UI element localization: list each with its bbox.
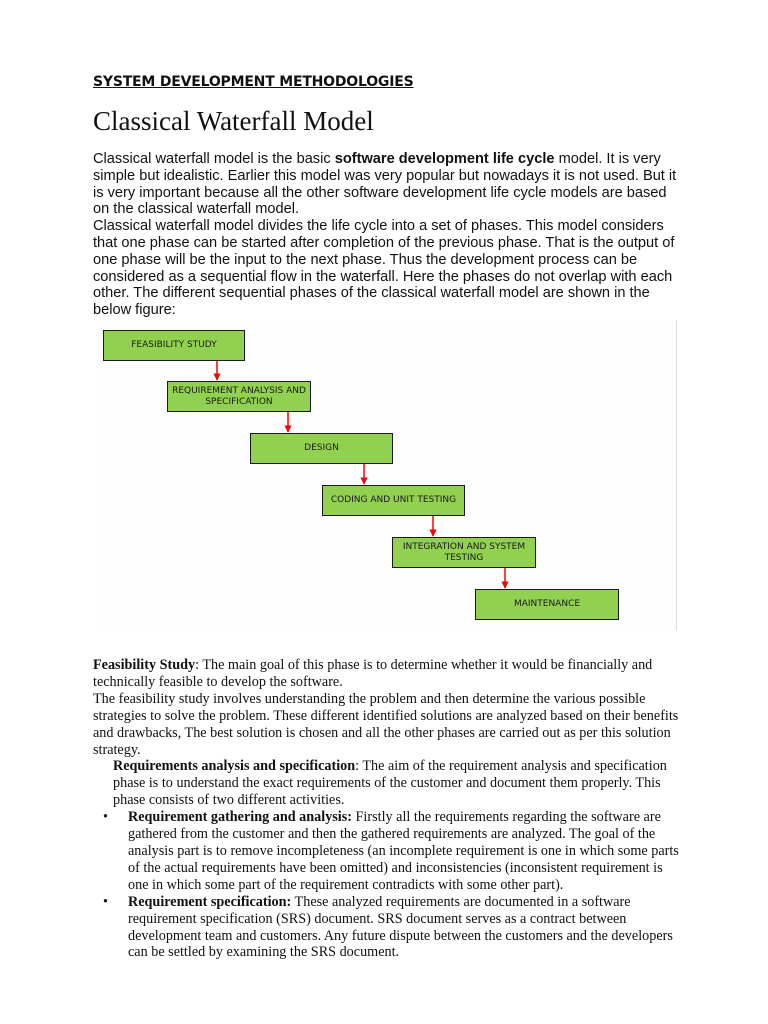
requirements-activities-list bbox=[93, 809, 683, 961]
requirements-text: : The aim of the requirement analysis and specification phase is to understand the exact requirements of the customer and document them properly. This phase consists of two different activities. bbox=[113, 758, 667, 809]
feasibility-detail: The feasibility study involves understanding the problem and then determine the various possible strategies to solve the problem. These different identified solutions are analyzed based on their benefits and drawbacks, The best solution is chosen and all the other phases are carried out as per this solution strategy. bbox=[93, 690, 679, 758]
intro-paragraph-2: Classical waterfall model divides the life cycle into a set of phases. This model considers that one phase can be started after completion of the previous phase. That is the output of one phase will be the input to the next phase. Thus the development process can be considered as a sequential flow in the waterfall. Here the phases do not overlap with each other. The different sequential phases of the classical waterfall model are shown in the below figure: bbox=[93, 218, 675, 319]
feasibility-text: : The main goal of this phase is to determine whether it would be financially and technically feasible to develop the software. bbox=[93, 657, 653, 690]
page-title: Classical Waterfall Model bbox=[93, 106, 374, 136]
intro-p1-start: Classical waterfall model is the basic bbox=[93, 151, 335, 167]
intro-text bbox=[93, 151, 683, 319]
phase-requirement-analysis: REQUIREMENT ANALYSIS AND SPECIFICATION bbox=[167, 381, 311, 412]
intro-p1-bold: software development life cycle bbox=[334, 151, 555, 167]
feasibility-paragraph bbox=[93, 657, 683, 691]
intro-paragraph-1 bbox=[93, 151, 683, 218]
list-item-text: These analyzed requirements are documented in a software requirement specification (SRS) document. SRS document serves as a contract between development team and customers. Any future dispute between the customers and the developers can be settled by examining the SRS document. bbox=[128, 893, 673, 961]
requirements-label: Requirements analysis and specification bbox=[113, 758, 356, 775]
phase-maintenance: MAINTENANCE bbox=[475, 589, 619, 620]
list-item-label: Requirement specification: bbox=[128, 893, 292, 910]
phase-descriptions bbox=[93, 657, 683, 961]
waterfall-diagram bbox=[95, 320, 677, 630]
phase-coding-unit-testing: CODING AND UNIT TESTING bbox=[322, 485, 465, 516]
list-item-label: Requirement gathering and analysis: bbox=[128, 809, 352, 826]
list-item-text: Firstly all the requirements regarding the software are gathered from the customer and then the gathered requirements are analyzed. The goal of the analysis part is to remove incompleteness (an incomplete requirement is one in which some parts of the actual requirements have been omitted) and inconsistencies (inconsistent requirement is one in which some part of the requirement contradicts with some other part). bbox=[128, 809, 679, 893]
feasibility-label: Feasibility Study bbox=[93, 657, 196, 673]
bullet: • bbox=[103, 893, 108, 910]
list-item bbox=[93, 894, 683, 962]
phase-feasibility-study: FEASIBILITY STUDY bbox=[103, 330, 245, 361]
section-heading: SYSTEM DEVELOPMENT METHODOLOGIES bbox=[93, 74, 414, 90]
intro-p1-end: model. It is very simple but idealistic. Earlier this model was very popular but nowadays it is not used. But it is very important because all the other software development life cycle models are based on the classical waterfall model. bbox=[93, 151, 677, 218]
bullet: • bbox=[103, 809, 108, 826]
requirements-paragraph bbox=[93, 758, 683, 809]
list-item bbox=[93, 809, 683, 894]
arrow-layer bbox=[95, 320, 676, 630]
phase-design: DESIGN bbox=[250, 433, 393, 464]
phase-integration-system-testing: INTEGRATION AND SYSTEM TESTING bbox=[392, 537, 536, 568]
